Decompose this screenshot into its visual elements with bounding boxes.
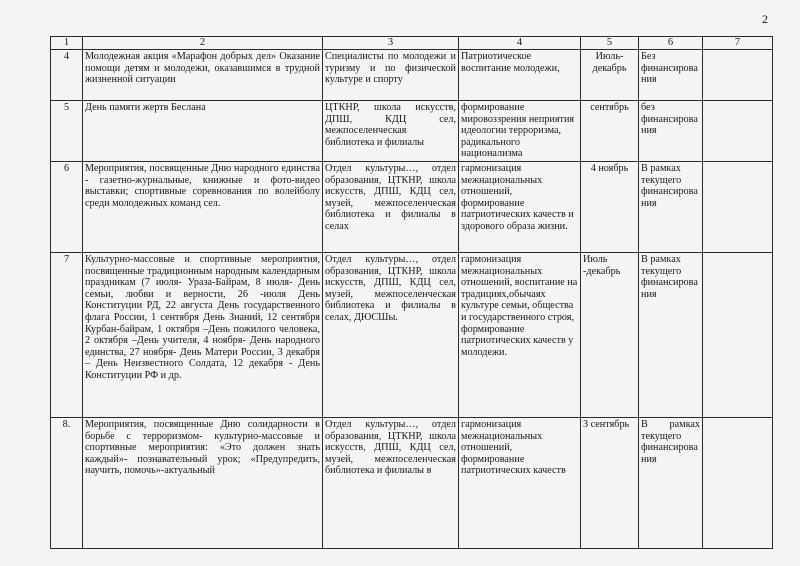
row-number: 7 (51, 252, 83, 417)
row-number: 8. (51, 417, 83, 548)
note-cell (703, 161, 773, 252)
funding-cell: Без финансирования (639, 50, 703, 101)
header-col-7: 7 (703, 37, 773, 50)
funding-cell: В рамках текущего финансирования (639, 161, 703, 252)
date-cell: сентябрь (581, 101, 639, 162)
event-cell: Культурно-массовые и спортивные мероприятия, посвященные традиционным народным календарным праздникам (7 июля- Ураза-Байрам, 8 июля- День семьи, любви и верности, 26 -июля День Конституции РД, 22 августа День государственного флага России, 1 сентября День Знаний, 12 сентября Курбан-байрам, 1 октября –День пожилого человека, 2 октября –День учителя, 4 ноября- День народного единства, 27 ноября- День Матери России, 3 декабря – День Неизвестного Солдата, 12 декабря - День Конституции РФ и др. (83, 252, 323, 417)
funding-cell: В рамках текущего финансирования (639, 252, 703, 417)
event-cell: Мероприятия, посвященные Дню солидарности в борьбе с терроризмом- культурно-массовые и спортивные мероприятия: «Это должен знать каждый»- познавательный урок; «Предупредить, научить, помочь»-актуальный (83, 417, 323, 548)
note-cell (703, 50, 773, 101)
goal-cell: гармонизация межнациональных отношений, воспитание на традициях,обычаях культуре семьи, общества и государственного строя, формирование патриотических качеств у молодежи. (459, 252, 581, 417)
row-number: 6 (51, 161, 83, 252)
responsible-cell: Отдел культуры…, отдел образования, ЦТКНР, школа искусств, ДПШ, КДЦ сел, музей, межпоселенческая библиотека и филиалы в (323, 417, 459, 548)
event-cell: Молодежная акция «Марафон добрых дел» Оказание помощи детям и молодежи, оказавшимся в трудной жизненной ситуации (83, 50, 323, 101)
table-row (51, 50, 773, 101)
header-row (51, 37, 773, 50)
header-col-3: 3 (323, 37, 459, 50)
note-cell (703, 252, 773, 417)
responsible-cell: Специалисты по молодежи и туризму и по физической культуре и спорту (323, 50, 459, 101)
table-row (51, 252, 773, 417)
goal-cell: Патриотическое воспитание молодежи, (459, 50, 581, 101)
goal-cell: гармонизация межнациональных отношений, формирование патриотических качеств и здорового образа жизни. (459, 161, 581, 252)
table-row (51, 161, 773, 252)
table-row (51, 417, 773, 548)
funding-cell: В рамках текущего финансирования (639, 417, 703, 548)
event-cell: День памяти жертв Беслана (83, 101, 323, 162)
header-col-4: 4 (459, 37, 581, 50)
row-number: 4 (51, 50, 83, 101)
date-cell: Июль-декабрь (581, 50, 639, 101)
table-row (51, 101, 773, 162)
note-cell (703, 417, 773, 548)
header-col-2: 2 (83, 37, 323, 50)
goal-cell: гармонизация межнациональных отношений, формирование патриотических качеств (459, 417, 581, 548)
date-cell: 4 ноябрь (581, 161, 639, 252)
note-cell (703, 101, 773, 162)
date-cell: Июль -декабрь (581, 252, 639, 417)
header-col-5: 5 (581, 37, 639, 50)
responsible-cell: Отдел культуры…, отдел образования, ЦТКНР, школа искусств, ДПШ, КДЦ сел, музей, межпоселенческая библиотека и филиалы в селах, ДЮСШы. (323, 252, 459, 417)
date-cell: 3 сентябрь (581, 417, 639, 548)
events-table (50, 36, 773, 549)
page-number: 2 (762, 12, 768, 26)
responsible-cell: Отдел культуры…, отдел образования, ЦТКНР, школа искусств, ДПШ, КДЦ сел, музей, межпоселенческая библиотека и филиалы в селах (323, 161, 459, 252)
header-col-1: 1 (51, 37, 83, 50)
responsible-cell: ЦТКНР, школа искусств, ДПШ, КДЦ сел, межпоселенческая библиотека и филиалы (323, 101, 459, 162)
row-number: 5 (51, 101, 83, 162)
event-cell: Мероприятия, посвященные Дню народного единства - газетно-журнальные, книжные и фото-видео выставки; спортивные соревнования по волейболу среди молодежных команд сел. (83, 161, 323, 252)
goal-cell: формирование мировоззрения неприятия идеологии терроризма, радикального национализма (459, 101, 581, 162)
funding-cell: без финансирования (639, 101, 703, 162)
header-col-6: 6 (639, 37, 703, 50)
